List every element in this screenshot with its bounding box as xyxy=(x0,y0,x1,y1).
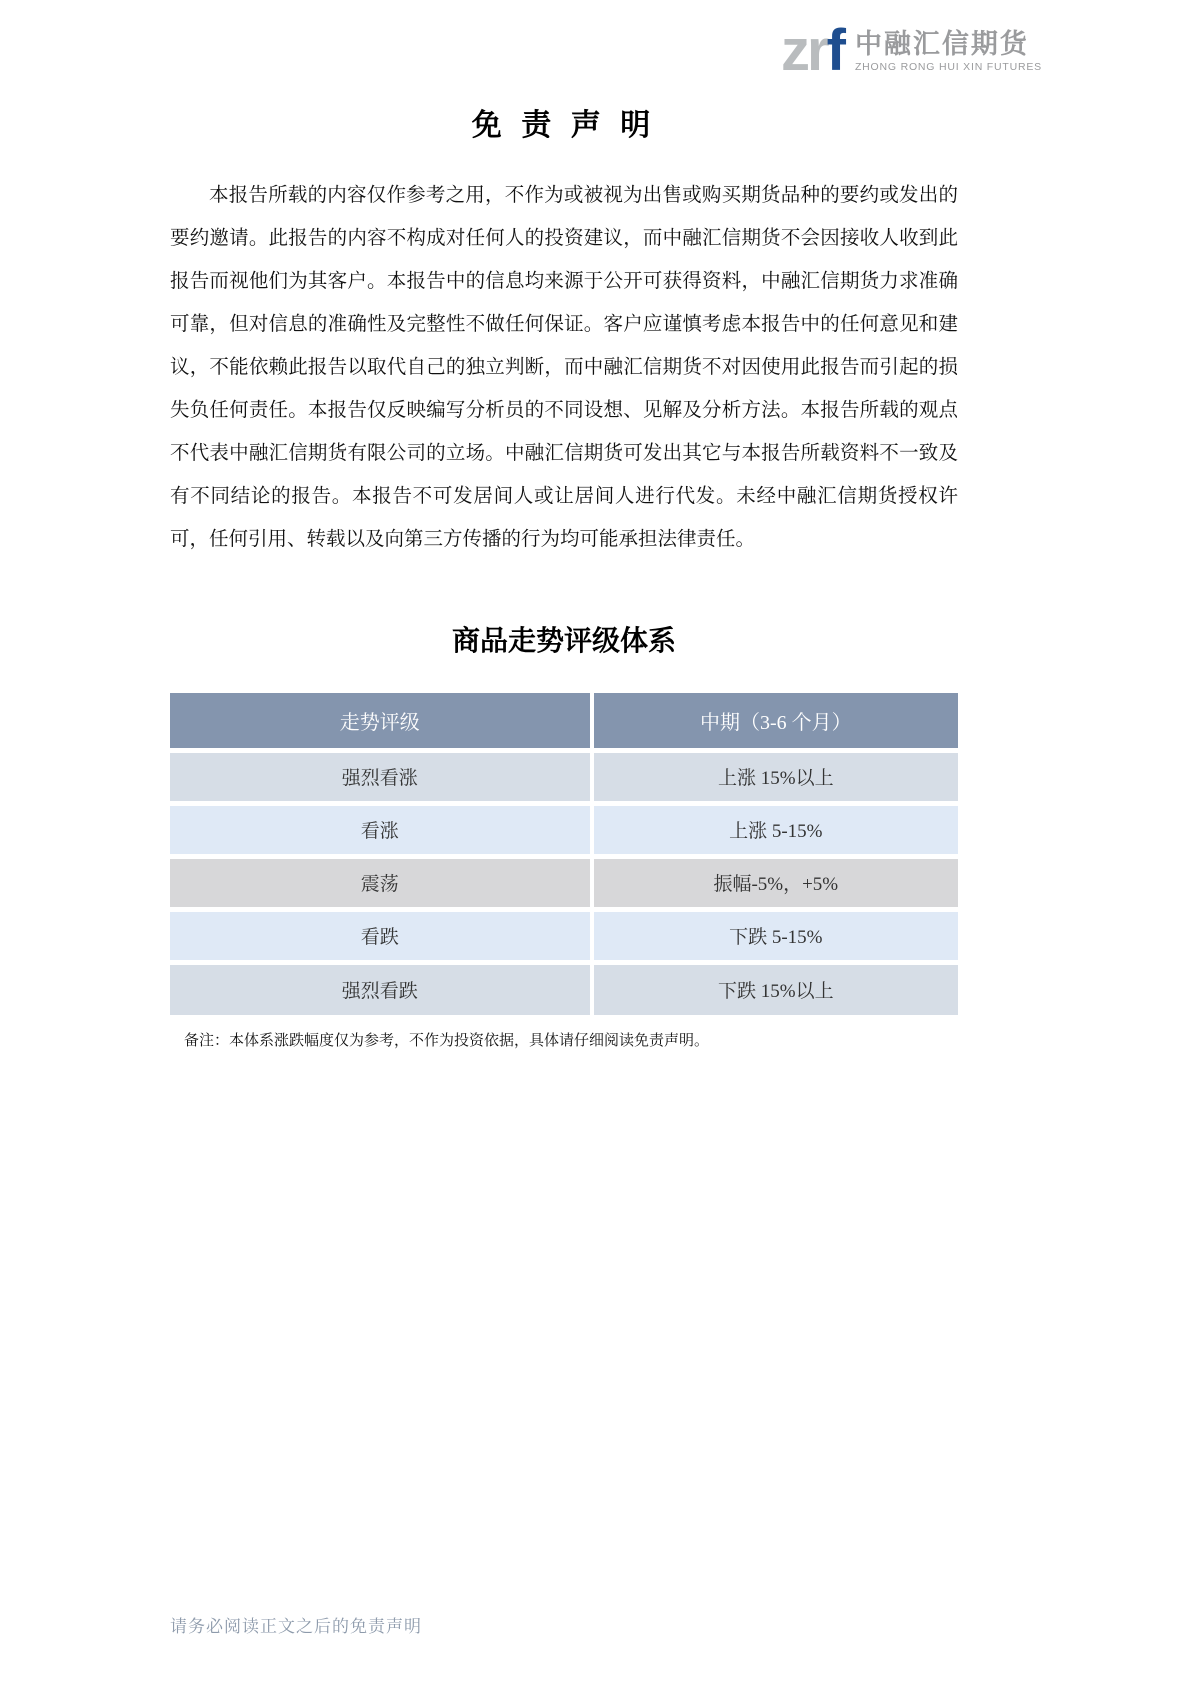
rating-cell: 看涨 xyxy=(170,803,592,856)
range-cell: 上涨 5-15% xyxy=(592,803,958,856)
disclaimer-paragraph: 本报告所载的内容仅作参考之用，不作为或被视为出售或购买期货品种的要约或发出的要约邀请。此报告的内容不构成对任何人的投资建议，而中融汇信期货不会因接收人收到此报告而视他们为其客户。本报告中的信息均来源于公开可获得资料，中融汇信期货力求准确可靠，但对信息的准确性及完整性不做任何保证。客户应谨慎考虑本报告中的任何意见和建议，不能依赖此报告以取代自己的独立判断，而中融汇信期货不对因使用此报告而引起的损失负任何责任。本报告仅反映编写分析员的不同设想、见解及分析方法。本报告所载的观点不代表中融汇信期货有限公司的立场。中融汇信期货可发出其它与本报告所载资料不一致及有不同结论的报告。本报告不可发居间人或让居间人进行代发。未经中融汇信期货授权许可，任何引用、转载以及向第三方传播的行为均可能承担法律责任。 xyxy=(170,185,958,550)
range-cell: 振幅-5%，+5% xyxy=(592,856,958,909)
rating-section-title: 商品走势评级体系 xyxy=(451,626,676,657)
range-cell: 下跌 15%以上 xyxy=(592,962,958,1015)
range-cell: 上涨 15%以上 xyxy=(592,750,958,803)
logo-f-letter: f xyxy=(826,18,843,83)
rating-cell: 强烈看涨 xyxy=(170,750,592,803)
company-name-english: ZHONG RONG HUI XIN FUTURES xyxy=(854,61,1042,73)
table-row xyxy=(170,750,958,803)
page-content xyxy=(170,0,958,1050)
rating-table-note: 备注：本体系涨跌幅度仅为参考，不作为投资依据，具体请仔细阅读免责声明。 xyxy=(184,1033,710,1049)
range-cell: 下跌 5-15% xyxy=(592,909,958,962)
footer-disclaimer-reminder: 请务必阅读正文之后的免责声明 xyxy=(170,1617,422,1636)
table-row xyxy=(170,803,958,856)
rating-cell: 看跌 xyxy=(170,909,592,962)
rating-cell: 强烈看跌 xyxy=(170,962,592,1015)
table-row xyxy=(170,909,958,962)
rating-table xyxy=(170,693,958,1015)
table-row xyxy=(170,962,958,1015)
company-name-chinese: 中融汇信期货 xyxy=(854,29,1029,59)
page-title: 免 责 声 明 xyxy=(471,109,657,142)
logo-zr-letters: zr xyxy=(781,18,827,83)
header-mid-term: 中期（3-6 个月） xyxy=(592,693,958,750)
table-row xyxy=(170,856,958,909)
rating-table-header-row xyxy=(170,693,958,750)
rating-cell: 震荡 xyxy=(170,856,592,909)
header-trend-rating: 走势评级 xyxy=(170,693,592,750)
